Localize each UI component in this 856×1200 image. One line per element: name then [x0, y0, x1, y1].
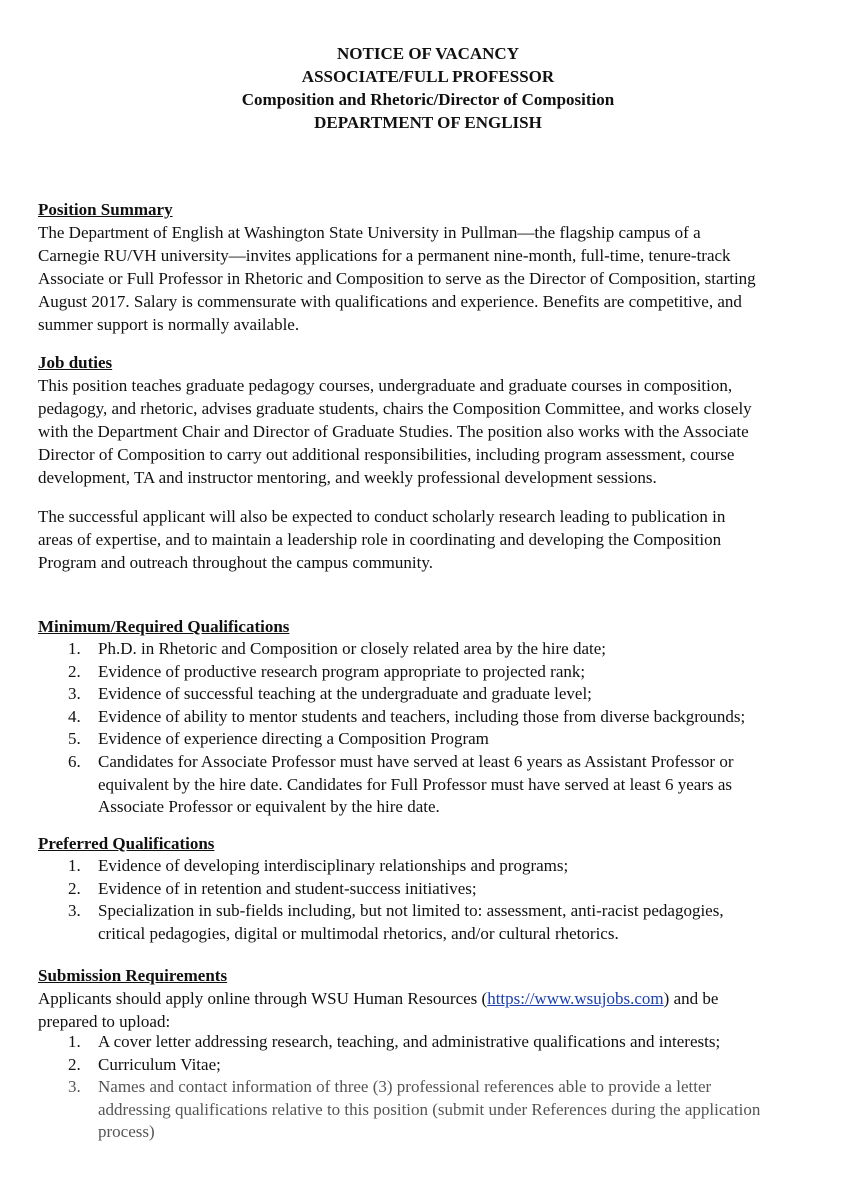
list-item-text: Associate Professor or equivalent by the hire date.: [98, 797, 440, 817]
position-summary-text: [38, 221, 828, 336]
list-item-text: Evidence of developing interdisciplinary relationships and programs;: [98, 856, 569, 875]
list-number: 5.: [68, 729, 81, 749]
list-item: [38, 1076, 838, 1144]
list-item-text: A cover letter addressing research, teaching, and administrative qualifications and interests;: [98, 1032, 721, 1051]
list-item: [38, 878, 838, 901]
list-item-text: Evidence of ability to mentor students and teachers, including those from diverse backgrounds;: [98, 706, 746, 726]
submission-requirements-heading: Submission Requirements: [38, 966, 228, 985]
header-line-rank: ASSOCIATE/FULL PROFESSOR: [301, 67, 555, 86]
list-item: [38, 706, 838, 729]
list-number: 2.: [68, 661, 81, 681]
text-line: Associate or Full Professor in Rhetoric and Composition to serve as the Director of Composition, starting: [38, 269, 756, 288]
preferred-qualifications-list: [38, 855, 838, 945]
text-line: Program and outreach throughout the campus community.: [38, 553, 434, 572]
list-number: 2.: [68, 878, 81, 898]
list-item-text: Evidence of productive research program appropriate to projected rank;: [98, 661, 586, 681]
job-duties-heading: Job duties: [38, 353, 113, 372]
list-item-text: Names and contact information of three (3) professional references able to provide a letter: [98, 1077, 712, 1097]
list-number: 1.: [68, 639, 81, 658]
list-item: [38, 1054, 838, 1077]
wsujobs-link[interactable]: https://www.wsujobs.com: [487, 989, 664, 1008]
list-item: [38, 728, 838, 751]
list-item-text: Evidence of in retention and student-success initiatives;: [98, 878, 477, 898]
list-number: 1.: [68, 1032, 81, 1051]
list-item-text: process): [98, 1122, 155, 1142]
list-item-text: Evidence of successful teaching at the undergraduate and graduate level;: [98, 684, 592, 704]
list-item: [38, 751, 838, 819]
notice-header: [0, 42, 856, 134]
list-item: [38, 661, 838, 684]
header-line-department: DEPARTMENT OF ENGLISH: [314, 113, 542, 132]
list-item-text: Curriculum Vitae;: [98, 1054, 221, 1074]
list-item: [38, 683, 838, 706]
text-line: areas of expertise, and to maintain a leadership role in coordinating and developing the Composition: [38, 530, 722, 549]
submission-intro: [38, 987, 828, 1033]
list-number: 4.: [68, 706, 81, 726]
intro-text: ) and be: [663, 989, 719, 1008]
list-number: 6.: [68, 751, 81, 771]
list-number: 1.: [68, 856, 81, 875]
text-line: pedagogy, and rhetoric, advises graduate students, chairs the Composition Committee, and works closely: [38, 399, 752, 418]
list-item: [38, 1031, 838, 1054]
minimum-qualifications-heading: Minimum/Required Qualifications: [38, 617, 290, 636]
list-item: [38, 638, 838, 661]
list-item-text: critical pedagogies, digital or multimodal rhetorics, and/or cultural rhetorics.: [98, 923, 619, 943]
text-line: The Department of English at Washington State University in Pullman—the flagship campus of a: [38, 223, 701, 242]
text-line: Carnegie RU/VH university—invites applications for a permanent nine-month, full-time, tenure-track: [38, 246, 731, 265]
list-number: 3.: [68, 684, 81, 704]
text-line: prepared to upload:: [38, 1012, 171, 1031]
text-line: [38, 987, 828, 1010]
header-line-field: Composition and Rhetoric/Director of Composition: [241, 90, 615, 109]
text-line: development, TA and instructor mentoring, and weekly professional development sessions.: [38, 468, 657, 487]
position-summary-heading: Position Summary: [38, 200, 173, 219]
list-item: [38, 855, 838, 878]
text-line: The successful applicant will also be expected to conduct scholarly research leading to publication in: [38, 507, 726, 526]
list-item-text: Evidence of experience directing a Composition Program: [98, 729, 489, 749]
text-line: with the Department Chair and Director of Graduate Studies. The position also works with the Associate: [38, 422, 749, 441]
text-line: August 2017. Salary is commensurate with qualifications and experience. Benefits are competitive, and: [38, 292, 742, 311]
list-item: [38, 900, 838, 945]
list-number: 3.: [68, 901, 81, 921]
list-item-text: Ph.D. in Rhetoric and Composition or closely related area by the hire date;: [98, 639, 606, 658]
submission-requirements-list: [38, 1031, 838, 1144]
list-number: 3.: [68, 1077, 81, 1097]
preferred-qualifications-heading: Preferred Qualifications: [38, 834, 215, 853]
list-item-text: Candidates for Associate Professor must have served at least 6 years as Assistant Professor or: [98, 751, 734, 771]
list-item-text: addressing qualifications relative to this position (submit under References during the application: [98, 1099, 761, 1119]
job-duties-research-text: [38, 505, 828, 574]
text-line: summer support is normally available.: [38, 315, 300, 334]
job-duties-text: [38, 374, 828, 489]
list-number: 2.: [68, 1054, 81, 1074]
intro-text: Applicants should apply online through WSU Human Resources (: [38, 989, 488, 1008]
text-line: Director of Composition to carry out additional responsibilities, including program assessment, course: [38, 445, 735, 464]
text-line: This position teaches graduate pedagogy courses, undergraduate and graduate courses in composition,: [38, 376, 733, 395]
minimum-qualifications-list: [38, 638, 838, 819]
header-line-notice: NOTICE OF VACANCY: [337, 44, 519, 63]
list-item-text: equivalent by the hire date. Candidates for Full Professor must have served at least 6 years as: [98, 774, 733, 794]
list-item-text: Specialization in sub-fields including, but not limited to: assessment, anti-racist pedagogies,: [98, 901, 724, 921]
